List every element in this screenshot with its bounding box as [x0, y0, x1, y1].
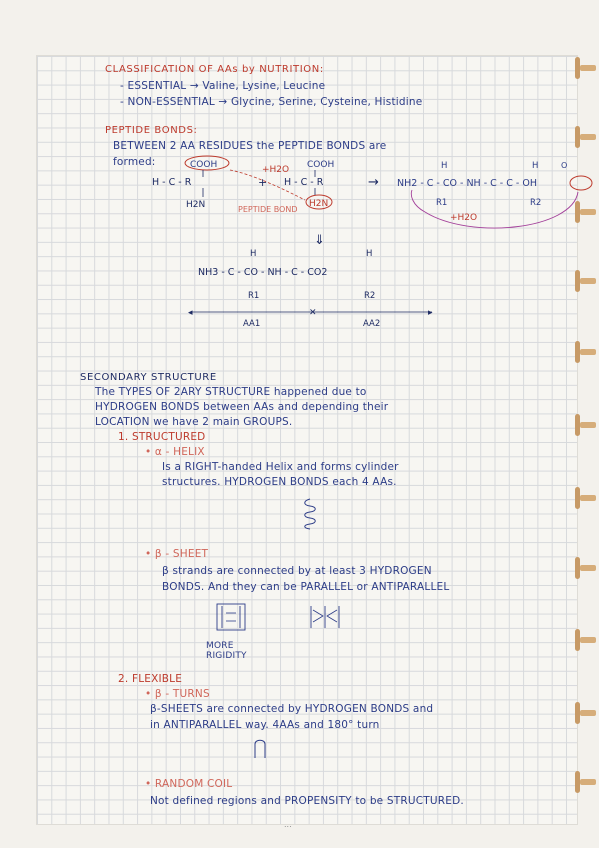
group-structured: 1. STRUCTURED — [118, 431, 206, 443]
beta-sheet-desc1: β strands are connected by at least 3 HYDROGEN — [162, 565, 432, 577]
down-arrow: ⇓ — [314, 233, 325, 248]
water-label: +H2O — [262, 165, 290, 175]
peptide-line2: formed: — [113, 156, 156, 168]
more-rigidity-label: MORE RIGIDITY — [206, 641, 247, 661]
random-coil-heading: • RANDOM COIL — [145, 778, 233, 790]
beta-sheet-sketches — [205, 600, 355, 642]
product-r2: R2 — [530, 198, 542, 208]
peptide-line1: BETWEEN 2 AA RESIDUES the PEPTIDE BONDS are — [113, 140, 387, 152]
water-loop — [411, 190, 578, 228]
peptide-title: PEPTIDE BONDS: — [105, 125, 198, 136]
alpha-helix-desc2: structures. HYDROGEN BONDS each 4 AAs. — [162, 476, 397, 488]
reaction-arrow: → — [368, 175, 379, 190]
alpha-helix-heading: • α - HELIX — [145, 446, 205, 458]
beta-turns-desc1: β-SHEETS are connected by HYDROGEN BONDS and — [150, 703, 434, 715]
product-water: +H2O — [450, 213, 478, 223]
dipeptide-h2: H — [366, 249, 373, 259]
aa-span-arrowheads: ▸ — [428, 308, 433, 318]
aa2-label: AA2 — [363, 319, 381, 329]
group-flexible: 2. FLEXIBLE — [118, 673, 183, 685]
aa1-label: AA1 — [243, 319, 261, 329]
dipeptide-h1: H — [250, 249, 257, 259]
secondary-p3: LOCATION we have 2 main GROUPS. — [95, 416, 293, 428]
beta-turns-desc2: in ANTIPARALLEL way. 4AAs and 180° turn — [150, 719, 380, 731]
peptide-bond-label: PEPTIDE BOND — [238, 205, 298, 214]
helix-sketch — [300, 497, 320, 531]
product-r1: R1 — [436, 198, 448, 208]
right-chain: H - C - R — [284, 177, 324, 188]
non-essential-line: - NON-ESSENTIAL → Glycine, Serine, Cysteine, Histidine — [120, 96, 423, 108]
plus-sign: + — [258, 176, 268, 189]
product-h2: H — [532, 161, 539, 171]
oh-circle — [570, 176, 592, 190]
right-cooh: COOH — [307, 160, 335, 170]
left-chain: H - C - R — [152, 177, 192, 188]
dipeptide-formula: NH3 - C - CO - NH - C - CO2 — [198, 267, 328, 278]
random-coil-desc: Not defined regions and PROPENSITY to be STRUCTURED. — [150, 795, 464, 807]
beta-sheet-desc2: BONDS. And they can be PARALLEL or ANTIPARALLEL — [162, 581, 450, 593]
left-cooh: COOH — [190, 160, 218, 170]
turn-sketch — [252, 738, 268, 760]
secondary-p2: HYDROGEN BONDS between AAs and depending their — [95, 401, 389, 413]
dipeptide-r2: R2 — [364, 291, 376, 301]
right-h2n: H2N — [309, 199, 329, 209]
product-o: O — [561, 161, 568, 170]
secondary-title: SECONDARY STRUCTURE — [80, 372, 217, 383]
beta-sheet-heading: • β - SHEET — [145, 548, 209, 560]
aa-span-arrowheads: ◂ — [188, 308, 193, 318]
dipeptide-r1: R1 — [248, 291, 260, 301]
beta-turns-heading: • β - TURNS — [145, 688, 210, 700]
aa-span-arrowheads: ✕ — [309, 308, 317, 318]
left-h2n: H2N — [186, 200, 206, 210]
page-footer: ... — [284, 820, 292, 829]
alpha-helix-desc1: Is a RIGHT-handed Helix and forms cylinder — [162, 461, 399, 473]
product-formula: NH2 - C - CO - NH - C - C - OH — [397, 178, 537, 189]
essential-line: - ESSENTIAL → Valine, Lysine, Leucine — [120, 80, 326, 92]
product-h1: H — [441, 161, 448, 171]
secondary-p1: The TYPES OF 2ARY STRUCTURE happened due to — [95, 386, 367, 398]
classification-title: CLASSIFICATION OF AAs by NUTRITION: — [105, 64, 324, 75]
